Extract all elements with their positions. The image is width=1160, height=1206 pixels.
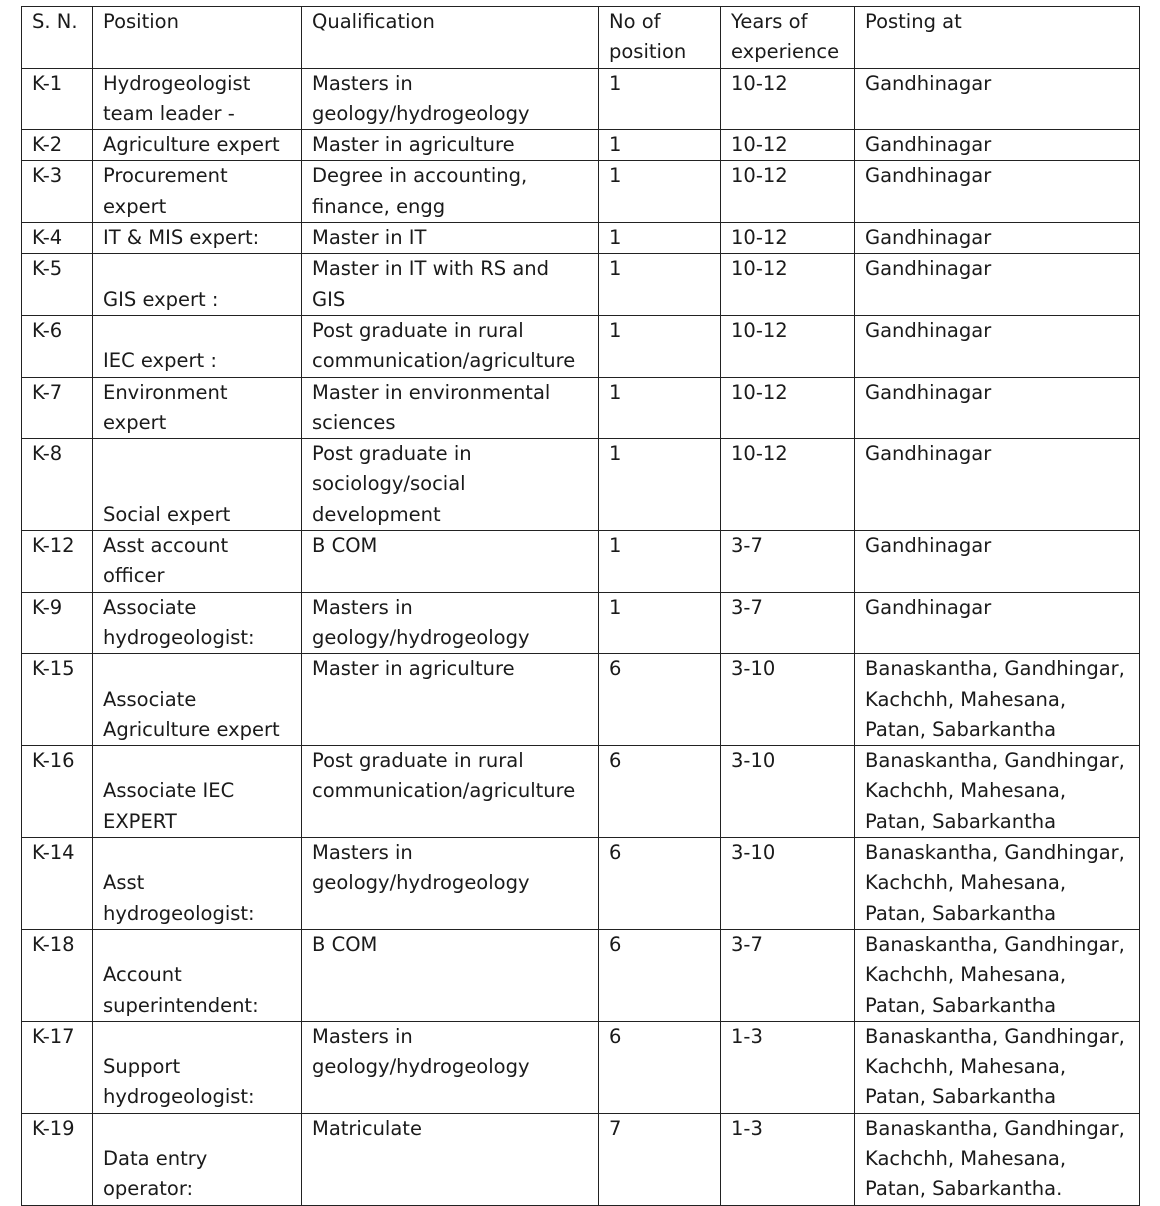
cell-qualification xyxy=(302,531,599,593)
table-row xyxy=(22,130,1140,161)
table-row xyxy=(22,654,1140,746)
cell-position-line: Data entry xyxy=(103,1146,208,1170)
cell-posting-line: Gandhinagar xyxy=(865,71,992,95)
positions-table xyxy=(21,6,1140,1206)
cell-position xyxy=(93,223,302,254)
cell-position-line: IEC expert : xyxy=(103,349,217,373)
cell-qualification xyxy=(302,654,599,746)
cell-sn: K-4 xyxy=(22,223,93,254)
cell-posting-line: Kachchh, Mahesana, xyxy=(865,1146,1067,1170)
cell-qualification-line: Masters in xyxy=(312,1024,413,1048)
cell-qualification-line: Post graduate in rural xyxy=(312,749,524,773)
cell-qualification xyxy=(302,161,599,223)
cell-position-line: superintendent: xyxy=(103,993,259,1017)
cell-qualification-line: Masters in xyxy=(312,841,413,865)
cell-posting xyxy=(855,223,1140,254)
cell-qualification-line: Degree in accounting, xyxy=(312,164,528,188)
cell-posting-line: Patan, Sabarkantha xyxy=(865,809,1057,833)
cell-posting xyxy=(855,654,1140,746)
cell-position-line: expert xyxy=(103,410,167,434)
table-row xyxy=(22,315,1140,377)
cell-qualification-line: GIS xyxy=(312,287,346,311)
cell-position-line: IT & MIS expert: xyxy=(103,226,260,250)
cell-qualification xyxy=(302,1021,599,1113)
table-row xyxy=(22,531,1140,593)
cell-qualification-line: Post graduate in xyxy=(312,442,472,466)
cell-posting-line: Kachchh, Mahesana, xyxy=(865,963,1067,987)
cell-posting xyxy=(855,746,1140,838)
cell-qualification-line: Master in IT with RS and xyxy=(312,257,550,281)
cell-qualification xyxy=(302,746,599,838)
table-row xyxy=(22,838,1140,930)
cell-position-line: Environment xyxy=(103,380,228,404)
cell-qualification-line: geology/hydrogeology xyxy=(312,1055,530,1079)
cell-posting xyxy=(855,1021,1140,1113)
cell-posting xyxy=(855,531,1140,593)
cell-position xyxy=(93,254,302,316)
cell-qualification-line: Master in agriculture xyxy=(312,133,515,157)
cell-qualification-line: communication/agriculture xyxy=(312,779,576,803)
cell-count: 1 xyxy=(599,68,721,130)
cell-position xyxy=(93,315,302,377)
cell-posting-line: Gandhinagar xyxy=(865,226,992,250)
cell-experience: 3-10 xyxy=(721,746,855,838)
table-row xyxy=(22,68,1140,130)
cell-qualification-line: Masters in xyxy=(312,595,413,619)
cell-sn: K-7 xyxy=(22,377,93,439)
cell-position-line: Social expert xyxy=(103,502,231,526)
cell-posting xyxy=(855,161,1140,223)
cell-qualification-line: finance, engg xyxy=(312,194,446,218)
cell-posting xyxy=(855,592,1140,654)
cell-count: 6 xyxy=(599,654,721,746)
cell-sn: K-18 xyxy=(22,929,93,1021)
cell-position-line: Agriculture expert xyxy=(103,133,280,157)
cell-position-line: team leader - xyxy=(103,101,235,125)
cell-sn: K-2 xyxy=(22,130,93,161)
cell-qualification-line: Post graduate in rural xyxy=(312,318,524,342)
cell-count: 6 xyxy=(599,1021,721,1113)
cell-qualification-line: development xyxy=(312,502,441,526)
header-experience xyxy=(721,7,855,69)
cell-position xyxy=(93,68,302,130)
header-position xyxy=(93,7,302,69)
cell-position xyxy=(93,929,302,1021)
cell-experience: 1-3 xyxy=(721,1113,855,1205)
cell-experience: 10-12 xyxy=(721,130,855,161)
cell-qualification xyxy=(302,130,599,161)
cell-sn: K-17 xyxy=(22,1021,93,1113)
cell-sn: K-19 xyxy=(22,1113,93,1205)
cell-position xyxy=(93,592,302,654)
cell-count: 6 xyxy=(599,838,721,930)
cell-experience: 10-12 xyxy=(721,254,855,316)
cell-qualification-line: Masters in xyxy=(312,71,413,95)
cell-position xyxy=(93,654,302,746)
header-count xyxy=(599,7,721,69)
cell-posting-line: Patan, Sabarkantha xyxy=(865,1085,1057,1109)
cell-posting-line: Gandhinagar xyxy=(865,442,992,466)
cell-count: 1 xyxy=(599,531,721,593)
header-sn xyxy=(22,7,93,69)
cell-posting-line: Gandhinagar xyxy=(865,318,992,342)
cell-qualification-line: geology/hydrogeology xyxy=(312,625,530,649)
cell-posting xyxy=(855,130,1140,161)
table-row xyxy=(22,223,1140,254)
cell-sn: K-5 xyxy=(22,254,93,316)
cell-qualification-line: B COM xyxy=(312,932,378,956)
table-body xyxy=(22,68,1140,1205)
cell-position-line: Associate IEC xyxy=(103,779,235,803)
cell-qualification xyxy=(302,254,599,316)
cell-posting-line: Banaskantha, Gandhingar, xyxy=(865,657,1125,681)
cell-experience: 10-12 xyxy=(721,161,855,223)
cell-qualification xyxy=(302,377,599,439)
cell-position-line: GIS expert : xyxy=(103,287,219,311)
table-row xyxy=(22,439,1140,531)
cell-position-line: Procurement xyxy=(103,164,228,188)
cell-count: 6 xyxy=(599,746,721,838)
cell-position-line: Agriculture expert xyxy=(103,717,280,741)
cell-qualification xyxy=(302,929,599,1021)
cell-posting-line: Kachchh, Mahesana, xyxy=(865,1055,1067,1079)
cell-position-line: EXPERT xyxy=(103,809,177,833)
cell-position-line: Support xyxy=(103,1055,181,1079)
table-row xyxy=(22,929,1140,1021)
header-count-line: No of xyxy=(609,10,661,33)
cell-qualification-line: communication/agriculture xyxy=(312,349,576,373)
cell-posting xyxy=(855,315,1140,377)
cell-posting-line: Gandhinagar xyxy=(865,164,992,188)
cell-count: 1 xyxy=(599,254,721,316)
cell-count: 1 xyxy=(599,223,721,254)
cell-count: 1 xyxy=(599,130,721,161)
cell-qualification-line: geology/hydrogeology xyxy=(312,871,530,895)
cell-posting-line: Patan, Sabarkantha xyxy=(865,993,1057,1017)
cell-position xyxy=(93,161,302,223)
header-row xyxy=(22,7,1140,69)
cell-experience: 3-7 xyxy=(721,929,855,1021)
table-row xyxy=(22,1113,1140,1205)
header-experience-line: experience xyxy=(731,40,840,64)
cell-posting-line: Kachchh, Mahesana, xyxy=(865,871,1067,895)
header-posting xyxy=(855,7,1140,69)
cell-posting xyxy=(855,439,1140,531)
cell-position-line: Account xyxy=(103,963,182,987)
cell-experience: 10-12 xyxy=(721,439,855,531)
cell-position xyxy=(93,531,302,593)
cell-position xyxy=(93,130,302,161)
cell-posting-line: Patan, Sabarkantha xyxy=(865,717,1057,741)
cell-sn: K-9 xyxy=(22,592,93,654)
cell-experience: 10-12 xyxy=(721,68,855,130)
cell-qualification-line: sciences xyxy=(312,410,396,434)
cell-position-line: Asst xyxy=(103,871,145,895)
header-count-line: position xyxy=(609,40,687,64)
cell-position-line: hydrogeologist: xyxy=(103,625,255,649)
cell-posting xyxy=(855,1113,1140,1205)
cell-posting-line: Kachchh, Mahesana, xyxy=(865,779,1067,803)
cell-posting-line: Banaskantha, Gandhingar, xyxy=(865,841,1125,865)
cell-qualification-line: geology/hydrogeology xyxy=(312,101,530,125)
cell-posting-line: Banaskantha, Gandhingar, xyxy=(865,749,1125,773)
cell-sn: K-14 xyxy=(22,838,93,930)
cell-count: 1 xyxy=(599,161,721,223)
cell-experience: 1-3 xyxy=(721,1021,855,1113)
cell-experience: 3-10 xyxy=(721,654,855,746)
cell-experience: 3-10 xyxy=(721,838,855,930)
cell-qualification xyxy=(302,315,599,377)
header-qualification xyxy=(302,7,599,69)
cell-posting xyxy=(855,377,1140,439)
cell-sn: K-8 xyxy=(22,439,93,531)
cell-posting-line: Gandhinagar xyxy=(865,380,992,404)
table-row xyxy=(22,592,1140,654)
cell-posting xyxy=(855,929,1140,1021)
cell-position xyxy=(93,377,302,439)
cell-position-line: expert xyxy=(103,194,167,218)
cell-count: 1 xyxy=(599,592,721,654)
cell-experience: 10-12 xyxy=(721,377,855,439)
cell-count: 1 xyxy=(599,315,721,377)
cell-qualification-line: Master in environmental xyxy=(312,380,551,404)
table-row xyxy=(22,746,1140,838)
cell-position-line: Hydrogeologist xyxy=(103,71,251,95)
cell-posting-line: Kachchh, Mahesana, xyxy=(865,687,1067,711)
cell-sn: K-15 xyxy=(22,654,93,746)
cell-qualification xyxy=(302,68,599,130)
cell-posting-line: Gandhinagar xyxy=(865,534,992,558)
cell-posting-line: Banaskantha, Gandhingar, xyxy=(865,1116,1125,1140)
cell-position xyxy=(93,838,302,930)
cell-qualification-line: sociology/social xyxy=(312,472,466,496)
cell-sn: K-16 xyxy=(22,746,93,838)
cell-qualification xyxy=(302,223,599,254)
table-row xyxy=(22,254,1140,316)
cell-count: 1 xyxy=(599,377,721,439)
table-header xyxy=(22,7,1140,69)
cell-posting-line: Banaskantha, Gandhingar, xyxy=(865,1024,1125,1048)
cell-qualification-line: Master in agriculture xyxy=(312,657,515,681)
cell-position xyxy=(93,1021,302,1113)
cell-qualification xyxy=(302,838,599,930)
cell-sn: K-12 xyxy=(22,531,93,593)
header-qualification-line: Qualification xyxy=(312,10,435,33)
header-posting-line: Posting at xyxy=(865,10,962,33)
cell-position-line: Asst account xyxy=(103,534,229,558)
cell-sn: K-3 xyxy=(22,161,93,223)
cell-posting-line: Banaskantha, Gandhingar, xyxy=(865,932,1125,956)
cell-experience: 10-12 xyxy=(721,315,855,377)
cell-qualification-line: Master in IT xyxy=(312,226,427,250)
cell-sn: K-6 xyxy=(22,315,93,377)
cell-position-line: hydrogeologist: xyxy=(103,901,255,925)
cell-position xyxy=(93,1113,302,1205)
cell-posting xyxy=(855,68,1140,130)
cell-position-line: hydrogeologist: xyxy=(103,1085,255,1109)
cell-posting xyxy=(855,254,1140,316)
cell-posting-line: Gandhinagar xyxy=(865,133,992,157)
cell-posting-line: Gandhinagar xyxy=(865,257,992,281)
cell-posting-line: Patan, Sabarkantha. xyxy=(865,1177,1063,1201)
header-sn-line: S. N. xyxy=(32,10,78,33)
cell-count: 6 xyxy=(599,929,721,1021)
cell-qualification-line: Matriculate xyxy=(312,1116,422,1140)
cell-experience: 10-12 xyxy=(721,223,855,254)
table-row xyxy=(22,1021,1140,1113)
cell-posting xyxy=(855,838,1140,930)
cell-position-line: Associate xyxy=(103,595,197,619)
cell-posting-line: Gandhinagar xyxy=(865,595,992,619)
cell-position-line: operator: xyxy=(103,1177,194,1201)
cell-experience: 3-7 xyxy=(721,531,855,593)
table-row xyxy=(22,377,1140,439)
cell-qualification xyxy=(302,1113,599,1205)
cell-sn: K-1 xyxy=(22,68,93,130)
header-experience-line: Years of xyxy=(731,10,808,33)
cell-position-line: officer xyxy=(103,564,165,588)
cell-qualification xyxy=(302,592,599,654)
cell-count: 7 xyxy=(599,1113,721,1205)
cell-position-line: Associate xyxy=(103,687,197,711)
cell-experience: 3-7 xyxy=(721,592,855,654)
cell-qualification xyxy=(302,439,599,531)
cell-position xyxy=(93,746,302,838)
cell-qualification-line: B COM xyxy=(312,534,378,558)
cell-position xyxy=(93,439,302,531)
cell-posting-line: Patan, Sabarkantha xyxy=(865,901,1057,925)
cell-count: 1 xyxy=(599,439,721,531)
table-row xyxy=(22,161,1140,223)
header-position-line: Position xyxy=(103,10,179,33)
